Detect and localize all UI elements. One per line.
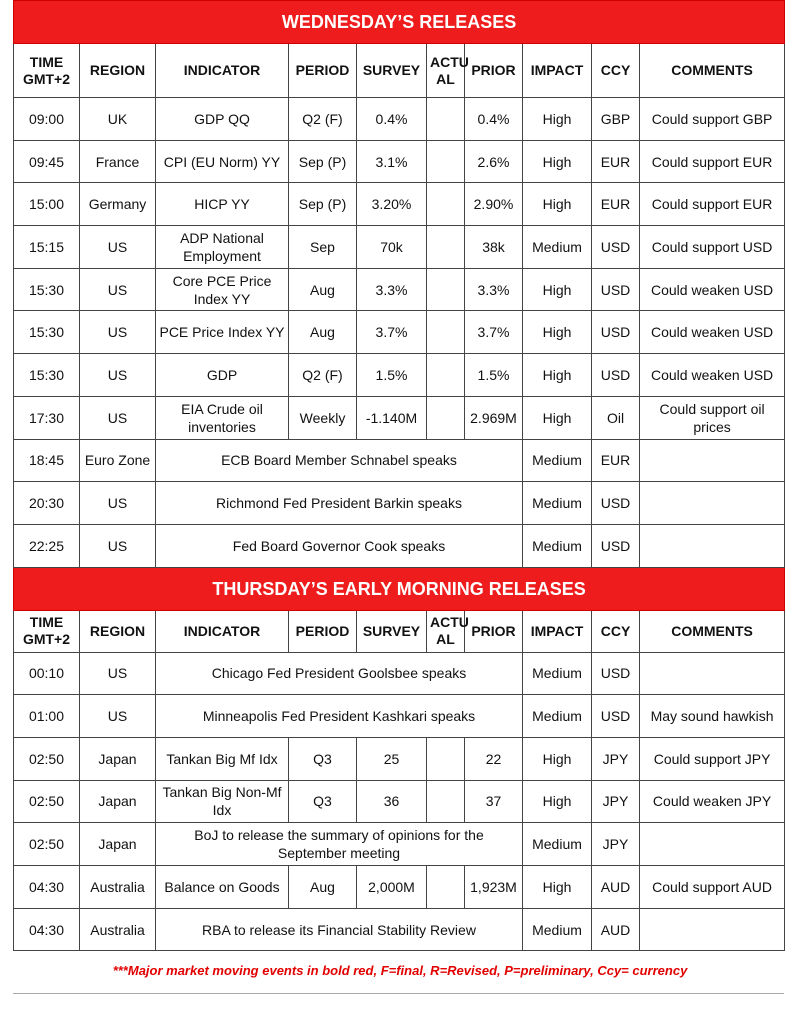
releases-table	[13, 0, 785, 951]
cell-period: Q3	[289, 780, 357, 823]
column-header-actual: ACTU AL	[427, 44, 465, 98]
column-header-period: PERIOD	[289, 610, 357, 652]
cell-impact: Medium	[523, 439, 592, 482]
cell-actual	[427, 268, 465, 311]
cell-indicator: EIA Crude oil inventories	[156, 396, 289, 439]
cell-impact: Medium	[523, 695, 592, 738]
cell-event: BoJ to release the summary of opinions for the September meeting	[156, 823, 523, 866]
table-row	[14, 354, 785, 397]
cell-period: Q3	[289, 737, 357, 780]
column-header-actual: ACTU AL	[427, 610, 465, 652]
cell-ccy: AUD	[592, 908, 640, 951]
cell-ccy: USD	[592, 482, 640, 525]
cell-indicator: Tankan Big Non-Mf Idx	[156, 780, 289, 823]
cell-ccy: EUR	[592, 439, 640, 482]
cell-period: Aug	[289, 866, 357, 909]
table-row	[14, 737, 785, 780]
cell-comments: Could support EUR	[640, 183, 785, 226]
cell-time: 22:25	[14, 524, 80, 567]
cell-region: France	[80, 140, 156, 183]
table-row	[14, 695, 785, 738]
wednesday-header-row	[14, 44, 785, 98]
cell-time: 18:45	[14, 439, 80, 482]
cell-region: Euro Zone	[80, 439, 156, 482]
cell-time: 15:15	[14, 226, 80, 269]
table-row	[14, 908, 785, 951]
cell-ccy: GBP	[592, 98, 640, 141]
cell-comments: Could support JPY	[640, 737, 785, 780]
cell-indicator: Core PCE Price Index YY	[156, 268, 289, 311]
cell-actual	[427, 737, 465, 780]
cell-actual	[427, 140, 465, 183]
cell-period: Sep	[289, 226, 357, 269]
cell-actual	[427, 866, 465, 909]
table-row	[14, 823, 785, 866]
cell-time: 09:45	[14, 140, 80, 183]
cell-comments	[640, 823, 785, 866]
cell-impact: High	[523, 268, 592, 311]
cell-period: Sep (P)	[289, 183, 357, 226]
cell-period: Q2 (F)	[289, 98, 357, 141]
cell-impact: High	[523, 354, 592, 397]
cell-ccy: JPY	[592, 823, 640, 866]
cell-survey: -1.140M	[357, 396, 427, 439]
cell-region: US	[80, 396, 156, 439]
column-header-prior: PRIOR	[465, 610, 523, 652]
thursday-header-row	[14, 610, 785, 652]
cell-event: RBA to release its Financial Stability Review	[156, 908, 523, 951]
cell-survey: 36	[357, 780, 427, 823]
table-row	[14, 183, 785, 226]
cell-time: 15:30	[14, 268, 80, 311]
cell-ccy: AUD	[592, 866, 640, 909]
cell-comments	[640, 652, 785, 695]
cell-time: 09:00	[14, 98, 80, 141]
cell-impact: Medium	[523, 908, 592, 951]
column-header-ccy: CCY	[592, 44, 640, 98]
cell-indicator: PCE Price Index YY	[156, 311, 289, 354]
cell-event: Minneapolis Fed President Kashkari speaks	[156, 695, 523, 738]
cell-prior: 37	[465, 780, 523, 823]
table-row	[14, 652, 785, 695]
cell-survey: 1.5%	[357, 354, 427, 397]
cell-time: 17:30	[14, 396, 80, 439]
wednesday-banner	[14, 1, 785, 44]
cell-comments: Could weaken USD	[640, 268, 785, 311]
cell-survey: 3.1%	[357, 140, 427, 183]
cell-prior: 1,923M	[465, 866, 523, 909]
cell-impact: High	[523, 140, 592, 183]
table-row	[14, 866, 785, 909]
cell-prior: 0.4%	[465, 98, 523, 141]
cell-impact: High	[523, 780, 592, 823]
cell-comments	[640, 482, 785, 525]
column-header-prior: PRIOR	[465, 44, 523, 98]
table-row	[14, 98, 785, 141]
cell-ccy: USD	[592, 695, 640, 738]
cell-time: 15:30	[14, 354, 80, 397]
cell-period: Aug	[289, 311, 357, 354]
cell-indicator: HICP YY	[156, 183, 289, 226]
cell-actual	[427, 354, 465, 397]
cell-region: Japan	[80, 737, 156, 780]
wednesday-title: WEDNESDAY’S RELEASES	[14, 1, 785, 44]
cell-region: Australia	[80, 866, 156, 909]
cell-survey: 2,000M	[357, 866, 427, 909]
cell-comments: Could support oil prices	[640, 396, 785, 439]
cell-time: 04:30	[14, 908, 80, 951]
cell-ccy: EUR	[592, 140, 640, 183]
cell-comments: May sound hawkish	[640, 695, 785, 738]
footer-divider	[13, 993, 784, 994]
cell-indicator: CPI (EU Norm) YY	[156, 140, 289, 183]
cell-ccy: USD	[592, 652, 640, 695]
cell-impact: Medium	[523, 226, 592, 269]
cell-survey: 3.20%	[357, 183, 427, 226]
column-header-comments: COMMENTS	[640, 610, 785, 652]
cell-comments: Could support GBP	[640, 98, 785, 141]
cell-time: 04:30	[14, 866, 80, 909]
cell-time: 15:30	[14, 311, 80, 354]
cell-prior: 2.6%	[465, 140, 523, 183]
table-body	[14, 1, 785, 951]
cell-ccy: USD	[592, 226, 640, 269]
cell-event: Fed Board Governor Cook speaks	[156, 524, 523, 567]
column-header-impact: IMPACT	[523, 44, 592, 98]
cell-event: Chicago Fed President Goolsbee speaks	[156, 652, 523, 695]
cell-prior: 3.3%	[465, 268, 523, 311]
table-row	[14, 396, 785, 439]
cell-indicator: Balance on Goods	[156, 866, 289, 909]
column-header-indicator: INDICATOR	[156, 44, 289, 98]
thursday-title: THURSDAY’S EARLY MORNING RELEASES	[14, 567, 785, 610]
cell-prior: 38k	[465, 226, 523, 269]
cell-time: 20:30	[14, 482, 80, 525]
cell-region: Japan	[80, 823, 156, 866]
cell-impact: High	[523, 311, 592, 354]
cell-period: Q2 (F)	[289, 354, 357, 397]
cell-ccy: USD	[592, 354, 640, 397]
cell-event: Richmond Fed President Barkin speaks	[156, 482, 523, 525]
cell-ccy: Oil	[592, 396, 640, 439]
column-header-region: REGION	[80, 610, 156, 652]
cell-region: US	[80, 652, 156, 695]
cell-comments: Could weaken JPY	[640, 780, 785, 823]
cell-comments	[640, 439, 785, 482]
cell-ccy: JPY	[592, 780, 640, 823]
cell-region: US	[80, 524, 156, 567]
cell-indicator: Tankan Big Mf Idx	[156, 737, 289, 780]
cell-period: Aug	[289, 268, 357, 311]
cell-time: 15:00	[14, 183, 80, 226]
column-header-survey: SURVEY	[357, 44, 427, 98]
column-header-ccy: CCY	[592, 610, 640, 652]
cell-impact: High	[523, 396, 592, 439]
cell-region: UK	[80, 98, 156, 141]
cell-comments: Could support USD	[640, 226, 785, 269]
cell-comments: Could weaken USD	[640, 354, 785, 397]
cell-region: US	[80, 695, 156, 738]
cell-event: ECB Board Member Schnabel speaks	[156, 439, 523, 482]
column-header-comments: COMMENTS	[640, 44, 785, 98]
column-header-period: PERIOD	[289, 44, 357, 98]
cell-period: Weekly	[289, 396, 357, 439]
cell-impact: Medium	[523, 524, 592, 567]
cell-indicator: GDP	[156, 354, 289, 397]
cell-ccy: USD	[592, 524, 640, 567]
cell-indicator: GDP QQ	[156, 98, 289, 141]
cell-survey: 0.4%	[357, 98, 427, 141]
column-header-time: TIME GMT+2	[14, 44, 80, 98]
cell-region: Japan	[80, 780, 156, 823]
cell-comments: Could weaken USD	[640, 311, 785, 354]
cell-ccy: USD	[592, 311, 640, 354]
cell-time: 02:50	[14, 737, 80, 780]
table-row	[14, 311, 785, 354]
cell-comments	[640, 524, 785, 567]
column-header-region: REGION	[80, 44, 156, 98]
column-header-impact: IMPACT	[523, 610, 592, 652]
table-row	[14, 439, 785, 482]
column-header-survey: SURVEY	[357, 610, 427, 652]
cell-prior: 2.90%	[465, 183, 523, 226]
cell-comments: Could support AUD	[640, 866, 785, 909]
footnote: ***Major market moving events in bold red, F=final, R=Revised, P=preliminary, Ccy= currency	[112, 963, 688, 978]
cell-impact: Medium	[523, 823, 592, 866]
cell-ccy: USD	[592, 268, 640, 311]
cell-prior: 3.7%	[465, 311, 523, 354]
table-row	[14, 268, 785, 311]
cell-impact: Medium	[523, 482, 592, 525]
cell-survey: 3.7%	[357, 311, 427, 354]
table-row	[14, 524, 785, 567]
cell-ccy: EUR	[592, 183, 640, 226]
column-header-time: TIME GMT+2	[14, 610, 80, 652]
releases-calendar	[13, 0, 784, 951]
cell-actual	[427, 98, 465, 141]
cell-time: 00:10	[14, 652, 80, 695]
cell-actual	[427, 396, 465, 439]
cell-region: US	[80, 226, 156, 269]
cell-region: Germany	[80, 183, 156, 226]
cell-actual	[427, 226, 465, 269]
cell-region: Australia	[80, 908, 156, 951]
cell-period: Sep (P)	[289, 140, 357, 183]
cell-impact: High	[523, 737, 592, 780]
column-header-indicator: INDICATOR	[156, 610, 289, 652]
cell-comments	[640, 908, 785, 951]
cell-survey: 25	[357, 737, 427, 780]
cell-actual	[427, 183, 465, 226]
cell-region: US	[80, 268, 156, 311]
cell-time: 02:50	[14, 823, 80, 866]
cell-actual	[427, 311, 465, 354]
cell-actual	[427, 780, 465, 823]
table-row	[14, 482, 785, 525]
cell-region: US	[80, 311, 156, 354]
cell-prior: 1.5%	[465, 354, 523, 397]
cell-impact: High	[523, 183, 592, 226]
cell-comments: Could support EUR	[640, 140, 785, 183]
cell-region: US	[80, 354, 156, 397]
cell-ccy: JPY	[592, 737, 640, 780]
cell-survey: 70k	[357, 226, 427, 269]
cell-impact: High	[523, 866, 592, 909]
cell-prior: 22	[465, 737, 523, 780]
table-row	[14, 140, 785, 183]
cell-time: 01:00	[14, 695, 80, 738]
cell-region: US	[80, 482, 156, 525]
cell-indicator: ADP National Employment	[156, 226, 289, 269]
cell-impact: Medium	[523, 652, 592, 695]
table-row	[14, 226, 785, 269]
table-row	[14, 780, 785, 823]
cell-survey: 3.3%	[357, 268, 427, 311]
cell-prior: 2.969M	[465, 396, 523, 439]
cell-impact: High	[523, 98, 592, 141]
cell-time: 02:50	[14, 780, 80, 823]
thursday-banner	[14, 567, 785, 610]
